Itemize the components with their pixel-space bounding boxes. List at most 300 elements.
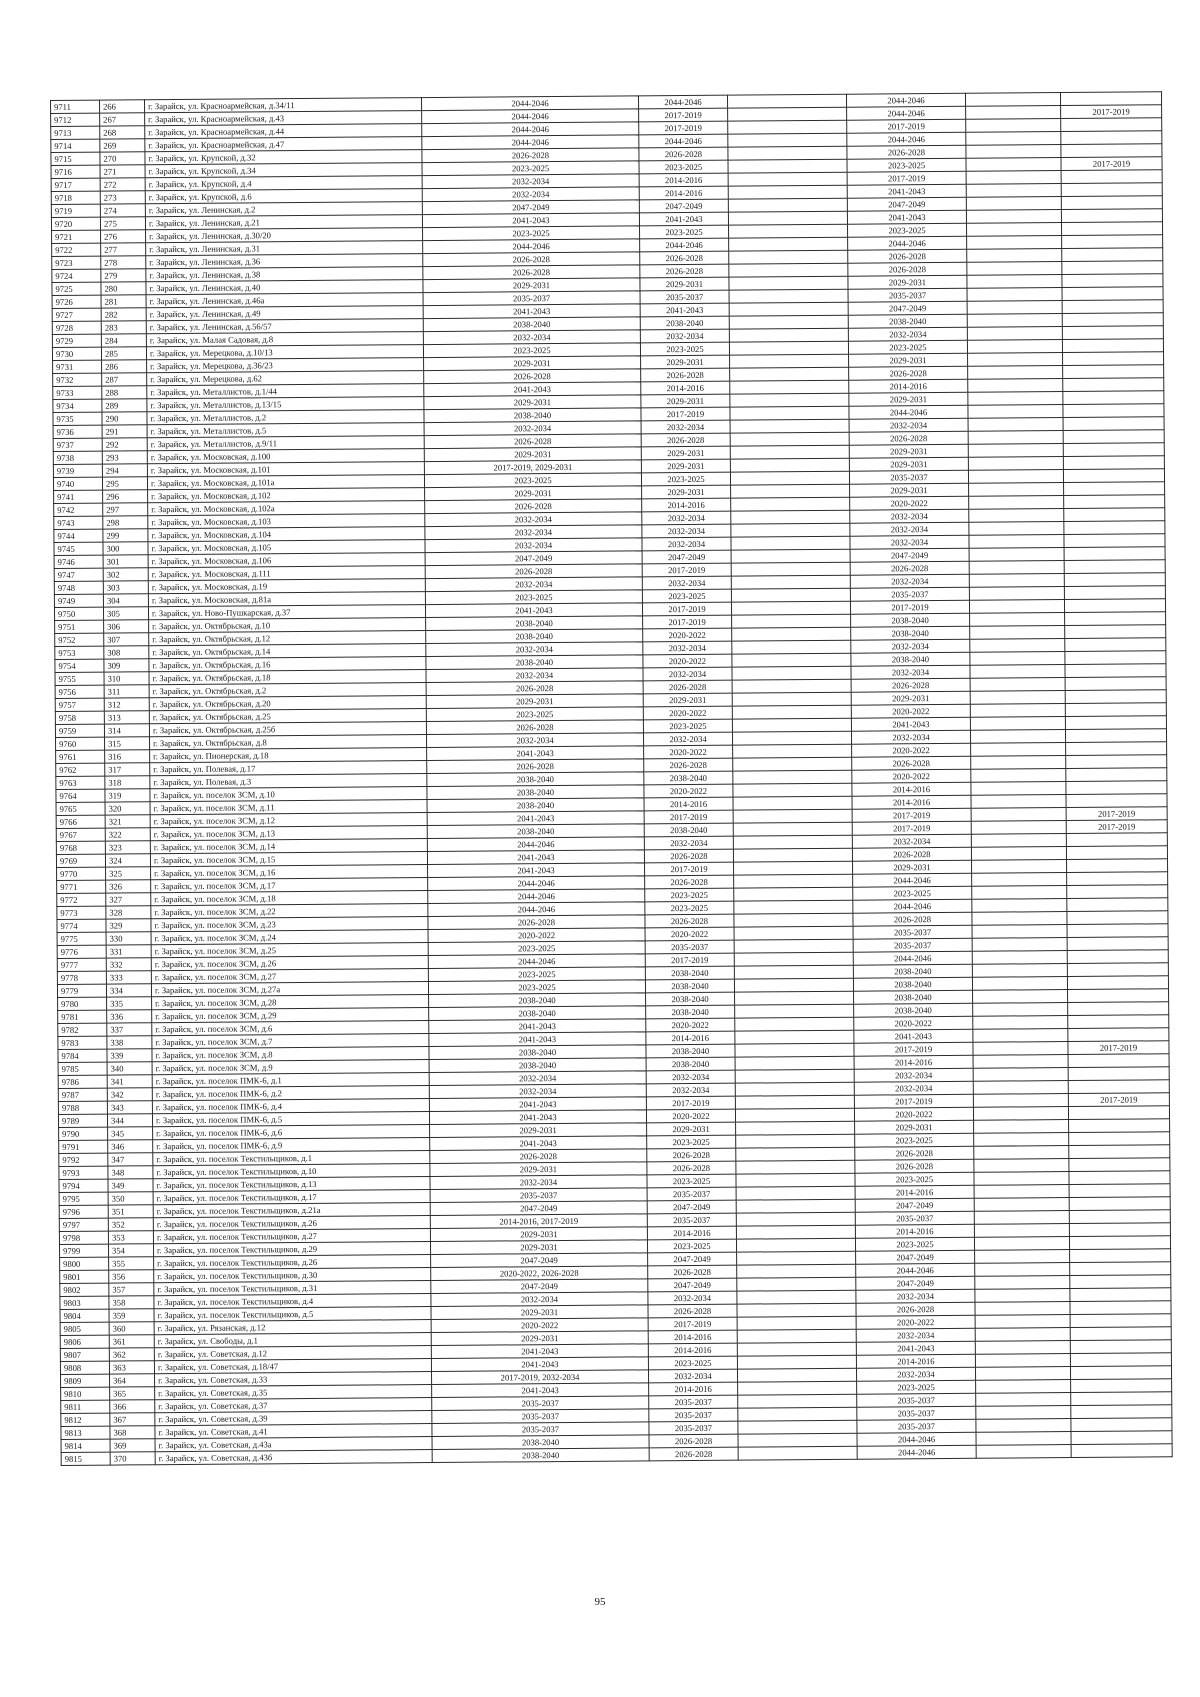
register-table-body [51, 92, 1173, 1466]
period-3-cell: 2014-2016 [856, 1354, 975, 1368]
row-id-cell: 9815 [61, 1452, 110, 1465]
blank-cell [966, 171, 1061, 185]
period-3-cell: 2029-2031 [849, 444, 968, 458]
period-4-cell [1069, 1210, 1170, 1224]
row-id-cell: 9786 [58, 1075, 107, 1088]
blank-cell [971, 769, 1066, 783]
period-1-cell: 2041-2043 [427, 811, 644, 826]
period-2-cell: 2035-2037 [647, 1187, 736, 1201]
period-1-cell: 2044-2046 [422, 109, 639, 124]
period-3-cell: 2038-2040 [848, 314, 967, 328]
row-number-cell: 337 [107, 1023, 152, 1036]
period-1-cell: 2038-2040 [427, 798, 644, 813]
blank-cell [966, 223, 1061, 237]
row-number-cell: 266 [100, 100, 145, 113]
period-1-cell: 2017-2019, 2029-2031 [424, 460, 641, 475]
period-3-cell: 2032-2034 [848, 327, 967, 341]
period-3-cell: 2047-2049 [850, 548, 969, 562]
row-number-cell: 358 [109, 1296, 154, 1309]
row-number-cell: 333 [106, 971, 151, 984]
period-1-cell: 2029-2031 [430, 1227, 647, 1242]
period-3-cell: 2026-2028 [849, 366, 968, 380]
row-id-cell: 9733 [53, 386, 102, 399]
period-2-cell: 2032-2034 [643, 732, 732, 746]
address-cell: г. Зарайск, ул. поселок ЗСМ, д.11 [150, 800, 427, 815]
period-3-cell: 2041-2043 [847, 210, 966, 224]
blank-cell [729, 224, 848, 238]
row-number-cell: 268 [100, 126, 145, 139]
period-1-cell: 2029-2031 [425, 486, 642, 501]
address-cell: г. Зарайск, ул. Ленинская, д.46а [146, 293, 423, 308]
blank-cell [967, 236, 1062, 250]
blank-cell [970, 652, 1065, 666]
blank-cell [736, 1173, 855, 1187]
row-number-cell: 311 [104, 685, 149, 698]
period-3-cell: 2032-2034 [856, 1289, 975, 1303]
blank-cell [967, 301, 1062, 315]
period-1-cell: 2032-2034 [424, 421, 641, 436]
period-2-cell: 2029-2031 [642, 485, 731, 499]
period-2-cell: 2035-2037 [649, 1408, 738, 1422]
period-3-cell: 2029-2031 [849, 392, 968, 406]
blank-cell [973, 1107, 1068, 1121]
period-4-cell [1071, 1418, 1172, 1432]
period-2-cell: 2026-2028 [647, 1148, 736, 1162]
address-cell: г. Зарайск, ул. Московская, д.104 [148, 527, 425, 542]
period-2-cell: 2032-2034 [646, 1083, 735, 1097]
address-cell: г. Зарайск, ул. поселок Текстильщиков, д.4 [154, 1294, 431, 1309]
row-number-cell: 313 [104, 711, 149, 724]
blank-cell [966, 197, 1061, 211]
period-2-cell: 2020-2022 [645, 927, 734, 941]
row-number-cell: 309 [104, 659, 149, 672]
period-3-cell: 2047-2049 [848, 301, 967, 315]
period-3-cell: 2044-2046 [857, 1432, 976, 1446]
row-id-cell: 9787 [58, 1088, 107, 1101]
address-cell: г. Зарайск, ул. поселок Текстильщиков, д.5 [154, 1307, 431, 1322]
blank-cell [736, 1225, 855, 1239]
blank-cell [974, 1224, 1069, 1238]
period-2-cell: 2020-2022 [643, 706, 732, 720]
period-2-cell: 2032-2034 [642, 524, 731, 538]
period-1-cell: 2032-2034 [425, 577, 642, 592]
period-3-cell: 2014-2016 [849, 379, 968, 393]
period-3-cell: 2014-2016 [854, 1055, 973, 1069]
blank-cell [732, 666, 851, 680]
blank-cell [969, 574, 1064, 588]
period-2-cell: 2047-2049 [642, 550, 731, 564]
blank-cell [731, 523, 850, 537]
period-3-cell: 2026-2028 [855, 1146, 974, 1160]
period-3-cell: 2032-2034 [851, 639, 970, 653]
blank-cell [974, 1120, 1069, 1134]
blank-cell [972, 886, 1067, 900]
period-3-cell: 2023-2025 [855, 1172, 974, 1186]
period-2-cell: 2026-2028 [640, 251, 729, 265]
row-number-cell: 294 [102, 464, 147, 477]
row-id-cell: 9739 [53, 464, 102, 477]
row-id-cell: 9720 [51, 217, 100, 230]
period-4-cell [1065, 703, 1166, 717]
row-number-cell: 362 [109, 1348, 154, 1361]
blank-cell [733, 796, 852, 810]
blank-cell [966, 132, 1061, 146]
period-4-cell [1062, 326, 1163, 340]
blank-cell [969, 509, 1064, 523]
row-number-cell: 316 [105, 750, 150, 763]
row-number-cell: 365 [110, 1387, 155, 1400]
address-cell: г. Зарайск, ул. Крупской, д.32 [145, 150, 422, 165]
period-3-cell: 2014-2016 [855, 1185, 974, 1199]
blank-cell [972, 873, 1067, 887]
row-id-cell: 9763 [56, 776, 105, 789]
row-number-cell: 341 [107, 1075, 152, 1088]
row-number-cell: 269 [100, 139, 145, 152]
period-3-cell: 2035-2037 [857, 1406, 976, 1420]
address-cell: г. Зарайск, ул. Ленинская, д.2 [145, 202, 422, 217]
period-1-cell: 2032-2034 [430, 1175, 647, 1190]
period-4-cell [1065, 612, 1166, 626]
blank-cell [735, 1108, 854, 1122]
address-cell: г. Зарайск, ул. поселок ПМК-6, д.2 [152, 1086, 429, 1101]
row-id-cell: 9729 [52, 334, 101, 347]
row-id-cell: 9810 [61, 1387, 110, 1400]
row-id-cell: 9814 [61, 1439, 110, 1452]
blank-cell [967, 327, 1062, 341]
row-id-cell: 9781 [58, 1010, 107, 1023]
period-1-cell: 2026-2028 [424, 369, 641, 384]
period-4-cell [1067, 950, 1168, 964]
blank-cell [972, 977, 1067, 991]
blank-cell [974, 1159, 1069, 1173]
period-4-cell [1064, 599, 1165, 613]
blank-cell [733, 783, 852, 797]
address-cell: г. Зарайск, ул. поселок Текстильщиков, д.27 [153, 1229, 430, 1244]
period-4-cell [1061, 183, 1162, 197]
address-cell: г. Зарайск, ул. Ленинская, д.38 [146, 267, 423, 282]
period-4-cell [1070, 1301, 1171, 1315]
blank-cell [730, 471, 849, 485]
period-2-cell: 2023-2025 [645, 901, 734, 915]
period-4-cell [1068, 1080, 1169, 1094]
period-2-cell: 2023-2025 [648, 1356, 737, 1370]
blank-cell [976, 1380, 1071, 1394]
period-1-cell: 2041-2043 [427, 850, 644, 865]
row-number-cell: 330 [106, 932, 151, 945]
period-4-cell [1070, 1366, 1171, 1380]
period-1-cell: 2035-2037 [432, 1422, 649, 1437]
period-3-cell: 2029-2031 [849, 353, 968, 367]
blank-cell [736, 1160, 855, 1174]
blank-cell [735, 1043, 854, 1057]
address-cell: г. Зарайск, ул. Советская, д.12 [154, 1346, 431, 1361]
period-1-cell: 2038-2040 [432, 1435, 649, 1450]
row-number-cell: 355 [109, 1257, 154, 1270]
row-id-cell: 9806 [60, 1335, 109, 1348]
period-1-cell: 2032-2034 [425, 525, 642, 540]
blank-cell [736, 1199, 855, 1213]
address-cell: г. Зарайск, ул. Металлистов, д.13/15 [147, 397, 424, 412]
row-id-cell: 9813 [61, 1426, 110, 1439]
period-2-cell: 2038-2040 [646, 992, 735, 1006]
row-number-cell: 315 [105, 737, 150, 750]
row-number-cell: 366 [110, 1400, 155, 1413]
period-1-cell: 2020-2022 [428, 928, 645, 943]
period-3-cell: 2017-2019 [847, 119, 966, 133]
row-id-cell: 9802 [60, 1283, 109, 1296]
blank-cell [966, 119, 1061, 133]
row-id-cell: 9785 [58, 1062, 107, 1075]
period-3-cell: 2044-2046 [853, 951, 972, 965]
blank-cell [976, 1393, 1071, 1407]
period-4-cell [1064, 521, 1165, 535]
address-cell: г. Зарайск, ул. Ленинская, д.30/20 [146, 228, 423, 243]
blank-cell [969, 483, 1064, 497]
row-number-cell: 342 [107, 1088, 152, 1101]
row-number-cell: 276 [101, 230, 146, 243]
period-1-cell: 2038-2040 [426, 616, 643, 631]
blank-cell [966, 158, 1061, 172]
period-1-cell: 2038-2040 [427, 772, 644, 787]
blank-cell [970, 665, 1065, 679]
blank-cell [734, 913, 853, 927]
period-4-cell [1067, 898, 1168, 912]
period-3-cell: 2047-2049 [856, 1276, 975, 1290]
period-3-cell: 2023-2025 [848, 340, 967, 354]
period-4-cell [1064, 586, 1165, 600]
period-2-cell: 2026-2028 [648, 1265, 737, 1279]
period-2-cell: 2032-2034 [641, 420, 730, 434]
period-1-cell: 2014-2016, 2017-2019 [430, 1214, 647, 1229]
period-2-cell: 2026-2028 [644, 849, 733, 863]
period-4-cell [1070, 1327, 1171, 1341]
period-2-cell: 2029-2031 [643, 693, 732, 707]
blank-cell [737, 1316, 856, 1330]
row-id-cell: 9712 [51, 113, 100, 126]
blank-cell [735, 991, 854, 1005]
period-3-cell: 2032-2034 [850, 522, 969, 536]
row-id-cell: 9714 [51, 139, 100, 152]
row-number-cell: 284 [101, 334, 146, 347]
row-id-cell: 9754 [55, 659, 104, 672]
blank-cell [732, 705, 851, 719]
blank-cell [729, 341, 848, 355]
address-cell: г. Зарайск, ул. Пионерская, д.18 [150, 748, 427, 763]
period-4-cell [1069, 1119, 1170, 1133]
row-id-cell: 9776 [57, 945, 106, 958]
blank-cell [728, 211, 847, 225]
blank-cell [738, 1381, 857, 1395]
period-1-cell: 2026-2028 [422, 148, 639, 163]
period-1-cell: 2038-2040 [429, 993, 646, 1008]
period-3-cell: 2026-2028 [847, 145, 966, 159]
period-1-cell: 2038-2040 [429, 1058, 646, 1073]
row-id-cell: 9731 [53, 360, 102, 373]
row-id-cell: 9747 [54, 568, 103, 581]
period-1-cell: 2026-2028 [424, 434, 641, 449]
period-1-cell: 2044-2046 [428, 876, 645, 891]
period-4-cell [1063, 443, 1164, 457]
row-id-cell: 9717 [51, 178, 100, 191]
row-id-cell: 9738 [53, 451, 102, 464]
address-cell: г. Зарайск, ул. Советская, д.43а [155, 1437, 432, 1452]
period-1-cell: 2020-2022 [431, 1318, 648, 1333]
address-cell: г. Зарайск, ул. поселок Текстильщиков, д.17 [153, 1190, 430, 1205]
row-id-cell: 9730 [52, 347, 101, 360]
period-3-cell: 2029-2031 [849, 457, 968, 471]
period-4-cell [1068, 1015, 1169, 1029]
period-3-cell: 2017-2019 [850, 600, 969, 614]
period-3-cell: 2035-2037 [853, 925, 972, 939]
address-cell: г. Зарайск, ул. Ленинская, д.56/57 [146, 319, 423, 334]
blank-cell [971, 834, 1066, 848]
period-4-cell [1071, 1379, 1172, 1393]
blank-cell [971, 808, 1066, 822]
blank-cell [973, 1081, 1068, 1095]
blank-cell [971, 743, 1066, 757]
blank-cell [974, 1172, 1069, 1186]
period-2-cell: 2032-2034 [646, 1070, 735, 1084]
row-id-cell: 9751 [55, 620, 104, 633]
period-2-cell: 2014-2016 [647, 1226, 736, 1240]
address-cell: г. Зарайск, ул. Московская, д.106 [148, 553, 425, 568]
period-2-cell: 2032-2034 [644, 836, 733, 850]
period-2-cell: 2026-2028 [640, 264, 729, 278]
blank-cell [734, 939, 853, 953]
period-2-cell: 2017-2019 [642, 563, 731, 577]
blank-cell [731, 536, 850, 550]
blank-cell [735, 1004, 854, 1018]
blank-cell [731, 601, 850, 615]
row-id-cell: 9725 [52, 282, 101, 295]
address-cell: г. Зарайск, ул. Октябрьская, д.16 [149, 657, 426, 672]
blank-cell [730, 393, 849, 407]
period-1-cell: 2038-2040 [429, 1045, 646, 1060]
blank-cell [970, 691, 1065, 705]
row-id-cell: 9767 [56, 828, 105, 841]
row-id-cell: 9715 [51, 152, 100, 165]
period-4-cell [1065, 677, 1166, 691]
period-4-cell [1069, 1171, 1170, 1185]
row-id-cell: 9769 [56, 854, 105, 867]
row-id-cell: 9719 [51, 204, 100, 217]
blank-cell [730, 445, 849, 459]
period-1-cell: 2038-2040 [429, 1006, 646, 1021]
period-2-cell: 2032-2034 [648, 1369, 737, 1383]
period-3-cell: 2035-2037 [853, 938, 972, 952]
address-cell: г. Зарайск, ул. Московская, д.103 [148, 514, 425, 529]
blank-cell [970, 626, 1065, 640]
period-4-cell: 2017-2019 [1066, 807, 1167, 821]
period-1-cell: 2029-2031 [430, 1123, 647, 1138]
period-4-cell [1062, 248, 1163, 262]
row-number-cell: 360 [109, 1322, 154, 1335]
address-cell: г. Зарайск, ул. поселок Текстильщиков, д.31 [154, 1281, 431, 1296]
period-2-cell: 2032-2034 [643, 641, 732, 655]
address-cell: г. Зарайск, ул. Московская, д.19 [148, 579, 425, 594]
period-4-cell [1061, 222, 1162, 236]
period-2-cell: 2017-2019 [641, 407, 730, 421]
blank-cell [968, 470, 1063, 484]
period-4-cell [1061, 170, 1162, 184]
address-cell: г. Зарайск, ул. Московская, д.102а [148, 501, 425, 516]
row-id-cell: 9741 [54, 490, 103, 503]
period-4-cell [1064, 482, 1165, 496]
row-number-cell: 323 [105, 841, 150, 854]
period-4-cell [1067, 911, 1168, 925]
period-2-cell: 2026-2028 [639, 147, 728, 161]
row-id-cell: 9797 [59, 1218, 108, 1231]
blank-cell [968, 431, 1063, 445]
period-1-cell: 2041-2043 [431, 1344, 648, 1359]
address-cell: г. Зарайск, ул. поселок ЗСМ, д.26 [151, 956, 428, 971]
period-2-cell: 2035-2037 [649, 1421, 738, 1435]
address-cell: г. Зарайск, ул. Советская, д.39 [155, 1411, 432, 1426]
blank-cell [728, 133, 847, 147]
row-number-cell: 273 [100, 191, 145, 204]
period-4-cell [1070, 1275, 1171, 1289]
blank-cell [968, 444, 1063, 458]
period-1-cell: 2035-2037 [423, 291, 640, 306]
row-number-cell: 275 [100, 217, 145, 230]
blank-cell [972, 899, 1067, 913]
period-3-cell: 2014-2016 [852, 795, 971, 809]
row-id-cell: 9793 [59, 1166, 108, 1179]
row-id-cell: 9735 [53, 412, 102, 425]
address-cell: г. Зарайск, ул. поселок ЗСМ, д.15 [150, 852, 427, 867]
row-number-cell: 340 [107, 1062, 152, 1075]
period-3-cell: 2032-2034 [856, 1367, 975, 1381]
address-cell: г. Зарайск, ул. Полевая, д.17 [150, 761, 427, 776]
period-1-cell: 2029-2031 [430, 1240, 647, 1255]
row-id-cell: 9722 [52, 243, 101, 256]
period-1-cell: 2038-2040 [424, 408, 641, 423]
period-3-cell: 2026-2028 [855, 1159, 974, 1173]
period-3-cell: 2044-2046 [847, 132, 966, 146]
period-4-cell [1067, 937, 1168, 951]
blank-cell [974, 1133, 1069, 1147]
row-number-cell: 357 [109, 1283, 154, 1296]
row-number-cell: 346 [108, 1140, 153, 1153]
period-4-cell [1068, 1028, 1169, 1042]
period-3-cell: 2038-2040 [854, 990, 973, 1004]
blank-cell [966, 184, 1061, 198]
period-1-cell: 2044-2046 [422, 122, 639, 137]
blank-cell [730, 367, 849, 381]
period-4-cell [1068, 1002, 1169, 1016]
period-4-cell [1067, 872, 1168, 886]
period-2-cell: 2029-2031 [647, 1122, 736, 1136]
address-cell: г. Зарайск, ул. поселок ЗСМ, д.12 [150, 813, 427, 828]
period-2-cell: 2038-2040 [646, 1057, 735, 1071]
period-1-cell: 2023-2025 [424, 473, 641, 488]
period-3-cell: 2047-2049 [847, 197, 966, 211]
row-number-cell: 327 [106, 893, 151, 906]
blank-cell [733, 848, 852, 862]
period-1-cell: 2023-2025 [428, 967, 645, 982]
address-cell: г. Зарайск, ул. Московская, д.102 [148, 488, 425, 503]
row-number-cell: 345 [108, 1127, 153, 1140]
period-2-cell: 2029-2031 [640, 277, 729, 291]
row-number-cell: 303 [103, 581, 148, 594]
address-cell: г. Зарайск, ул. Московская, д.100 [147, 449, 424, 464]
row-number-cell: 287 [102, 373, 147, 386]
row-number-cell: 308 [104, 646, 149, 659]
row-id-cell: 9808 [60, 1361, 109, 1374]
blank-cell [736, 1121, 855, 1135]
row-id-cell: 9768 [56, 841, 105, 854]
blank-cell [734, 861, 853, 875]
